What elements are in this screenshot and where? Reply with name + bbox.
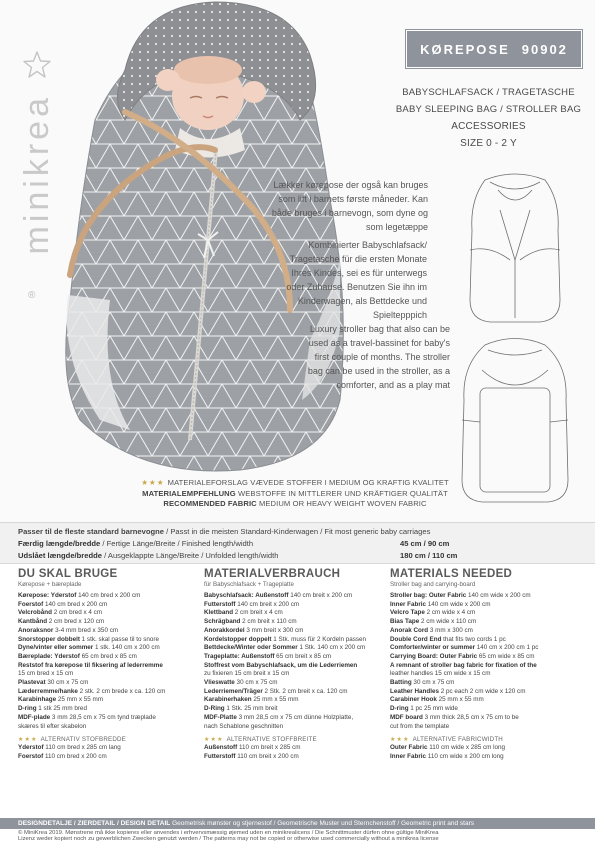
material-line [204,609,384,618]
material-line [390,653,570,662]
material-line [390,636,570,645]
design-detail-label: DESIGNDETALJE / ZIERDETAIL / DESIGN DETAIL [18,820,171,827]
material-line-label: Comforter/winter or summer [390,644,476,652]
materials-list-de [204,592,384,731]
materials-title-en: MATERIALS NEEDED [390,568,513,580]
star-rating-icon: ★★★ [204,736,224,744]
material-line-label: Bettdecke/Winter oder Sommer [204,644,298,652]
alt-fabric-heading-text-en: ALTERNATIVE FABRICWIDTH [412,736,503,744]
material-line [204,636,384,645]
materials-title-de: MATERIALVERBRAUCH [204,568,341,580]
material-line-label: Foerstof [18,600,44,608]
description-en: Luxury stroller bag that also can be used as a travel-bassinet for baby's first couple of months. The stroller bag can be used in the stroller, as a comforter, and as a play mat [307,324,450,390]
design-detail-bar [0,818,595,829]
material-line-label: Carrying Board: Outer Fabric [390,652,478,660]
material-line-label: Læderremme/hanke [18,687,78,695]
material-line [18,618,198,627]
materials-list-en [390,592,570,731]
material-line-label: Plastevat [18,679,46,687]
material-line-value: 2 cm bred x 4 cm [51,609,102,617]
material-line [18,653,198,662]
material-line-label: Karabinerhaken [204,696,252,704]
material-line [18,679,198,688]
material-line [390,688,570,697]
material-line [204,627,384,636]
star-rating-icon: ★★★ [390,736,410,744]
material-line-value: 2 stk. 2 cm brede x ca. 120 cm [77,687,166,695]
star-rating-icon: ★★★ [141,478,165,487]
material-line-value: 3 mm 28,5 cm x 75 cm tynd træplade [50,713,156,721]
material-line-value: 25 mm x 55 mm [251,696,299,704]
material-line-value: skæres til efter skabelon [18,722,87,730]
material-line-label: Leather Handles [390,687,439,695]
material-line [18,744,198,753]
material-line [390,627,570,636]
size-range: SIZE 0 - 2 Y [460,138,517,149]
material-line-value: 140 cm breit x 200 cm [235,600,300,608]
material-line-value: 140 cm wide x 200 cm [426,600,491,608]
material-line [204,744,384,753]
material-line-label: Bias Tape [390,618,420,626]
material-line-value: 65 cm breit x 85 cm [274,652,332,660]
material-line-value: 2 cm breit x 110 cm [240,618,297,626]
material-line-value: 65 cm bred x 85 cm [79,652,137,660]
material-line-label: D-Ring [204,705,225,713]
material-line-label: Velcro Tape [390,609,425,617]
material-line-value: 140 cm bred x 200 cm [76,592,141,599]
material-line [390,705,570,714]
info-row-unfolded [18,550,577,562]
alt-fabric-heading-de [204,735,384,744]
material-line [204,618,384,627]
material-line-value: 1 stk. skal passe til to snore [79,635,160,643]
material-line-value: 25 mm x 55 mm [436,696,484,704]
material-line-value: 3 mm x 300 cm [428,626,473,634]
material-line [390,609,570,618]
alt-fabric-heading-text-da: ALTERNATIV STOFBREDDE [40,736,126,744]
material-line [18,714,198,723]
material-suggestion-de: WEBSTOFFE IN MITTLERER UND KRÄFTIGER QUALITÄT [238,488,448,498]
info-row-finished [18,538,577,550]
info-finished-text: / Fertige Länge/Breite / Finished length/width [100,539,254,548]
material-line [18,688,198,697]
pattern-number: 90902 [521,41,568,57]
material-line [390,714,570,723]
technical-drawing [440,160,590,510]
material-line [18,644,198,653]
material-line-value: 2 pc each 2 cm wide x 120 cm [439,687,526,695]
materials-subtitle-de: für Babyschlafsack + Trageplatte [204,581,294,588]
material-line-value: 3 mm thick 28,5 cm x 75 cm to be [422,713,519,721]
material-line-value: 110 cm bred x 200 cm [43,752,107,760]
material-line-label: Kordelstopper doppelt [204,635,272,643]
material-line-label: Stoffrest vom Babyschlafsack, um die Lederriemen [204,661,358,669]
material-line-value: zu fixieren 15 cm breit x 15 cm [204,670,290,678]
subtitle-de: BABYSCHLAFSACK / TRAGETASCHE [402,87,575,98]
copyright-line-1: © MiniKrea 2019. Mønstrene må ikke kopieres eller anvendes i erhvervsmæssig øjemed uden en minikrealicens / Die Schnittmuster dürfen ohne gültige MiniKrea [18,830,439,836]
material-line [390,592,570,601]
material-line-label: Futterstoff [204,600,236,608]
design-detail-text: Geometrisk mønster og stjernestof / Geometrische Muster und Sternchenstoff / Geometric print and stars [170,820,474,827]
material-line [204,601,384,610]
material-line-label: Lederriemen/Träger [204,687,263,695]
material-line [18,705,198,714]
material-line [204,714,384,723]
alt-fabric-heading-da [18,735,198,744]
material-suggestion-en-label: RECOMMENDED FABRIC [163,499,257,508]
material-line-value: 140 cm bred x 200 cm [43,600,108,608]
material-line [18,592,198,601]
material-line-label: Schrägband [204,618,241,626]
material-line-label: D-ring [18,705,37,713]
material-line-label: Inner Fabric [390,752,427,760]
material-line-value: 25 mm x 55 mm [56,696,104,704]
material-line-label: Kørepose: Yderstof [18,592,77,599]
material-line-label: Karabinhage [18,696,57,704]
material-line-value: 2 cm bred x 120 cm [47,618,105,626]
material-line [18,753,198,762]
materials-column-da [18,566,204,816]
material-line [390,696,570,705]
alt-fabric-heading-en [390,735,570,744]
material-line [390,744,570,753]
material-line [204,653,384,662]
material-line-value: 65 cm wide x 85 cm [477,652,535,660]
material-line-value: that fits two cords 1 pc [441,635,506,643]
material-line-label: Inner Fabric [390,600,427,608]
material-line [204,662,384,671]
material-line [204,670,384,679]
material-line [390,753,570,762]
materials-title-da: DU SKAL BRUGE [18,568,118,580]
info-unfolded-text: / Ausgeklappte Länge/Breite / Unfolded length/width [101,551,279,560]
material-line [390,662,570,671]
material-line-label: Bæreplade: Yderstof [18,652,80,660]
subtitle-en: BABY SLEEPING BAG / STROLLER BAG [395,104,582,115]
registered-mark: ® [28,290,36,301]
material-line-label: MDF-Platte [204,713,237,721]
material-line-label: A remnant of stroller bag fabric for fixation of the [390,661,537,669]
material-line-value: 140 cm breit x 200 cm [288,592,353,599]
material-line-value: 15 cm bred x 15 cm [18,670,74,678]
material-line-label: Reststof fra kørepose til fiksering af lederremme [18,661,163,669]
alt-fabric-list-da [18,744,198,761]
pattern-title-box [406,30,582,68]
material-line [204,723,384,732]
info-fit-text: / Passt in die meisten Standard-Kinderwagen / Fit most generic baby carriages [164,527,431,536]
material-line-label: MDF board [390,713,423,721]
description-de: Kombinierter Babyschlafsack/ Tragetasche für die ersten Monate Ihres Kindes, sei es für unterwegs oder Zuhause. Benutzen Sie ihn im Kinderwagen, als Bettdecke und Spieltepppich [286,240,427,320]
material-line-value: 1 stk 25 mm bred [36,705,87,713]
size-info-bar [0,522,595,564]
copyright-line-2: Lizenz weder kopiert noch zu gewerblichen Zwecken genutzt werden / The patterns may not be copied or otherwise used commercially without a minikrea license [18,836,439,842]
material-line-value: 110 cm breit x 285 cm [237,744,301,752]
material-line-value: 30 cm x 75 cm [234,679,278,687]
info-finished-label: Færdig længde/bredde [18,539,101,548]
subtitle-block [386,84,591,152]
material-line-label: Stroller bag: Outer Fabric [390,592,467,599]
material-line-value: 2 cm wide x 110 cm [419,618,477,626]
brand-wordmark: minikrea [17,94,56,255]
material-line [204,644,384,653]
material-line [204,592,384,601]
material-line-label: Foerstof [18,752,44,760]
material-line-value: 30 cm x 75 cm [411,679,455,687]
material-line-value: 1 stk. 140 cm x 200 cm [93,644,160,652]
category: ACCESSORIES [451,121,526,132]
material-line-value: leather handles 15 cm wide x 15 cm [390,670,491,678]
material-line-value: 2 Stk. 2 cm breit x ca. 120 cm [262,687,348,695]
material-line-label: Velcrobånd [18,609,52,617]
material-line-label: Kantbånd [18,618,48,626]
info-finished-value: 45 cm / 90 cm [400,539,450,548]
material-line-label: MDF-plade [18,713,51,721]
material-suggestion-de-label: MATERIALEMPFEHLUNG [142,488,236,498]
material-line-label: Futterstoff [204,752,236,760]
material-line-value: 2 cm breit x 4 cm [233,609,283,617]
material-line [390,723,570,732]
material-line [390,601,570,610]
material-line-label: Double Cord End [390,635,442,643]
copyright-notice [18,830,588,842]
alt-fabric-list-en [390,744,570,761]
material-line-value: 140 cm x 200 cm 1 pc [475,644,539,652]
material-line-label: Klettband [204,609,234,617]
material-line-label: Outer Fabric [390,744,428,752]
material-line [204,679,384,688]
material-line [18,609,198,618]
material-line-value: 2 cm wide x 4 cm [424,609,476,617]
material-suggestion-en: MEDIUM OR HEAVY WEIGHT WOVEN FABRIC [258,499,427,508]
pattern-title: KØREPOSE [420,41,510,57]
info-row-fit [18,526,577,538]
material-line-value: 110 cm wide x 200 cm long [426,752,504,760]
material-line-value: 30 cm x 75 cm [45,679,89,687]
materials-column-de [204,566,390,816]
material-line-value: 3 mm breit x 300 cm [244,626,304,634]
material-line-label: Trageplatte: Außenstoff [204,652,275,660]
alt-fabric-heading-text-de: ALTERNATIVE STOFFBREITE [226,736,317,744]
material-line-value: 110 cm wide x 285 cm long [427,744,506,752]
materials-subtitle-da: Kørepose + bæreplade [18,581,82,588]
material-line-label: Anoraksnor [18,626,54,634]
material-line-label: D-ring [390,705,409,713]
material-line-label: Anorakkordel [204,626,245,634]
materials-columns [0,566,595,816]
star-rating-icon: ★★★ [18,736,38,744]
material-line [18,636,198,645]
material-line-label: Anorak Cord [390,626,429,634]
material-line [204,688,384,697]
material-line [18,627,198,636]
material-line [18,662,198,671]
material-line [18,723,198,732]
material-line-value: 110 cm bred x 285 cm lang [43,744,121,752]
material-line-value: 1 Stk. 25 mm breit [224,705,278,713]
material-line [390,670,570,679]
material-line-label: Dyne/vinter eller sommer [18,644,94,652]
material-line-label: Babyschlafsack: Außenstoff [204,592,289,599]
material-line-value: 3-4 mm bred x 350 cm [53,626,119,634]
material-line-label: Batting [390,679,412,687]
material-line-label: Vlieswatte [204,679,235,687]
material-line-value: 1 Stk. muss für 2 Kordeln passen [271,635,367,643]
material-line-value: 3 mm 28,5 cm x 75 cm dünne Holzplatte, [236,713,354,721]
material-line [18,696,198,705]
material-suggestion-da: MATERIALEFORSLAG VÆVEDE STOFFER I MEDIUM OG KRAFTIG KVALITET [167,478,449,487]
materials-list-da [18,592,198,731]
material-line [390,618,570,627]
info-fit-label: Passer til de fleste standard barnevogne [18,527,165,536]
material-line [204,753,384,762]
materials-column-en [390,566,576,816]
materials-subtitle-en: Stroller bag and carrying-board [390,581,476,588]
material-line-value: 1 pc 25 mm wide [408,705,458,713]
material-line-label: Yderstof [18,744,44,752]
material-suggestion [120,478,470,510]
material-line-value: cut from the template [390,722,450,730]
material-line-value: 140 cm wide x 200 cm [466,592,531,599]
info-unfolded-label: Udslået længde/bredde [18,551,102,560]
material-line-value: nach Schablone geschnitten [204,722,284,730]
material-line [204,696,384,705]
material-line [204,705,384,714]
alt-fabric-list-de [204,744,384,761]
material-line-value: 1 Stk. 140 cm x 200 cm [297,644,366,652]
info-unfolded-value: 180 cm / 110 cm [400,551,458,560]
description-da: Lækker kørepose der også kan bruges som lift i barnets første måneder. Kan både bruges i barnevogn, som dyne og som legetæppe [271,180,428,232]
material-line [390,679,570,688]
material-line-value: 110 cm breit x 200 cm [235,752,299,760]
material-line-label: Carabiner Hook [390,696,437,704]
material-line-label: Außenstoff [204,744,238,752]
material-line-label: Snorstopper dobbelt [18,635,80,643]
material-line [390,644,570,653]
material-line [18,670,198,679]
